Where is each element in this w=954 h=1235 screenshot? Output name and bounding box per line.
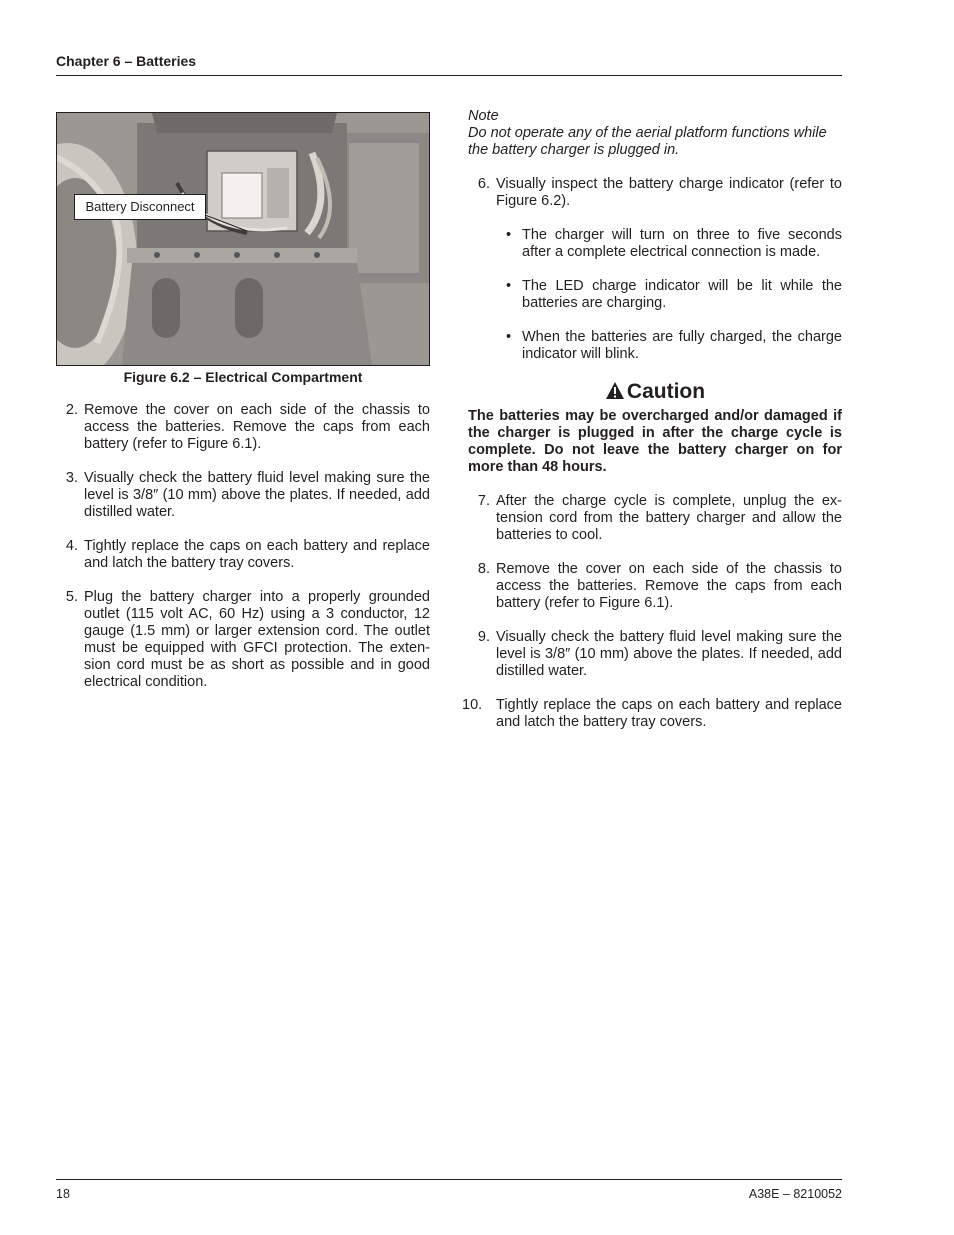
step-10: 10. Tightly replace the caps on each battery and replace and latch the battery tray covers.: [462, 697, 842, 730]
step-6: 6. Visually inspect the battery charge indicator (refer to Figure 6.2).: [477, 176, 842, 209]
warning-triangle-icon: [605, 381, 625, 406]
bullet-icon: •: [506, 227, 512, 243]
header-rule: [56, 75, 842, 76]
step-2: 2. Remove the cover on each side of the chassis to access the batteries. Remove the caps from each battery (refer to Figure 6.1).: [65, 402, 430, 452]
list-item: • When the batteries are fully charged, the charge indicator will blink.: [506, 329, 842, 362]
bullet-icon: •: [506, 329, 512, 345]
electrical-compartment-photo: [56, 112, 430, 366]
note-title: Note: [468, 108, 499, 124]
left-column: [56, 402, 430, 708]
step-text: Visually check the battery fluid level making sure the level is 3/8″ (10 mm) above the plates. If needed, add distilled water.: [496, 629, 842, 679]
figure-caption: Figure 6.2 – Electrical Compartment: [123, 369, 363, 385]
step-7: 7. After the charge cycle is complete, unplug the ex-tension cord from the battery charger and allow the batteries to cool.: [477, 493, 842, 543]
step-4: 4. Tightly replace the caps on each battery and replace and latch the battery tray covers.: [65, 538, 430, 571]
caution-heading: Caution: [468, 380, 842, 406]
compartment-illustration: [57, 113, 429, 365]
step-text: Plug the battery charger into a properly grounded outlet (115 volt AC, 60 Hz) using a 3 conductor, 12 gauge (1.5 mm) or larger extension cord. The outlet must be equipped with GFCI protection. The exten-sion cord must be as short as possible and in good electrical condition.: [84, 589, 430, 690]
step-3: 3. Visually check the battery fluid level making sure the level is 3/8″ (10 mm) above the plates. If needed, add distilled water.: [65, 470, 430, 520]
step-text: Tightly replace the caps on each battery and replace and latch the battery tray covers.: [84, 538, 430, 571]
list-item: • The charger will turn on three to five seconds after a complete electrical connection is made.: [506, 227, 842, 260]
step-5: 5. Plug the battery charger into a properly grounded outlet (115 volt AC, 60 Hz) using a 3 conductor, 12 gauge (1.5 mm) or larger extension cord. The outlet must be equipped with GFCI protection. The exten-sion cord must be as short as possible and in good electrical condition.: [65, 589, 430, 690]
caution-text: The batteries may be overcharged and/or damaged if the charger is plugged in after the charge cycle is complete. Do not leave the battery charger on for more than 48 hours.: [468, 408, 842, 475]
step-text: Visually inspect the battery charge indicator (refer to Figure 6.2).: [496, 176, 842, 209]
step-8: 8. Remove the cover on each side of the chassis to access the batteries. Remove the caps from each battery (refer to Figure 6.1).: [477, 561, 842, 611]
step-9: 9. Visually check the battery fluid level making sure the level is 3/8″ (10 mm) above the plates. If needed, add distilled water.: [477, 629, 842, 679]
note-text: Do not operate any of the aerial platform functions while the battery charger is plugged in.: [468, 125, 827, 158]
footer-rule: [56, 1179, 842, 1180]
list-item: • The LED charge indicator will be lit while the batteries are charging.: [506, 278, 842, 311]
bullet-icon: •: [506, 278, 512, 294]
right-column: [462, 108, 842, 748]
step-text: Remove the cover on each side of the chassis to access the batteries. Remove the caps from each battery (refer to Figure 6.1).: [496, 561, 842, 611]
page-number: 18: [56, 1187, 70, 1201]
step-text: Remove the cover on each side of the chassis to access the batteries. Remove the caps from each battery (refer to Figure 6.1).: [84, 402, 430, 452]
step-text: After the charge cycle is complete, unplug the ex-tension cord from the battery charger and allow the batteries to cool.: [496, 493, 842, 543]
step-text: Tightly replace the caps on each battery and replace and latch the battery tray covers.: [496, 697, 842, 730]
document-id: A38E – 8210052: [748, 1187, 842, 1201]
chapter-header: Chapter 6 – Batteries: [56, 53, 197, 69]
battery-disconnect-callout: Battery Disconnect: [74, 194, 206, 220]
step-text: Visually check the battery fluid level making sure the level is 3/8″ (10 mm) above the plates. If needed, add distilled water.: [84, 470, 430, 520]
